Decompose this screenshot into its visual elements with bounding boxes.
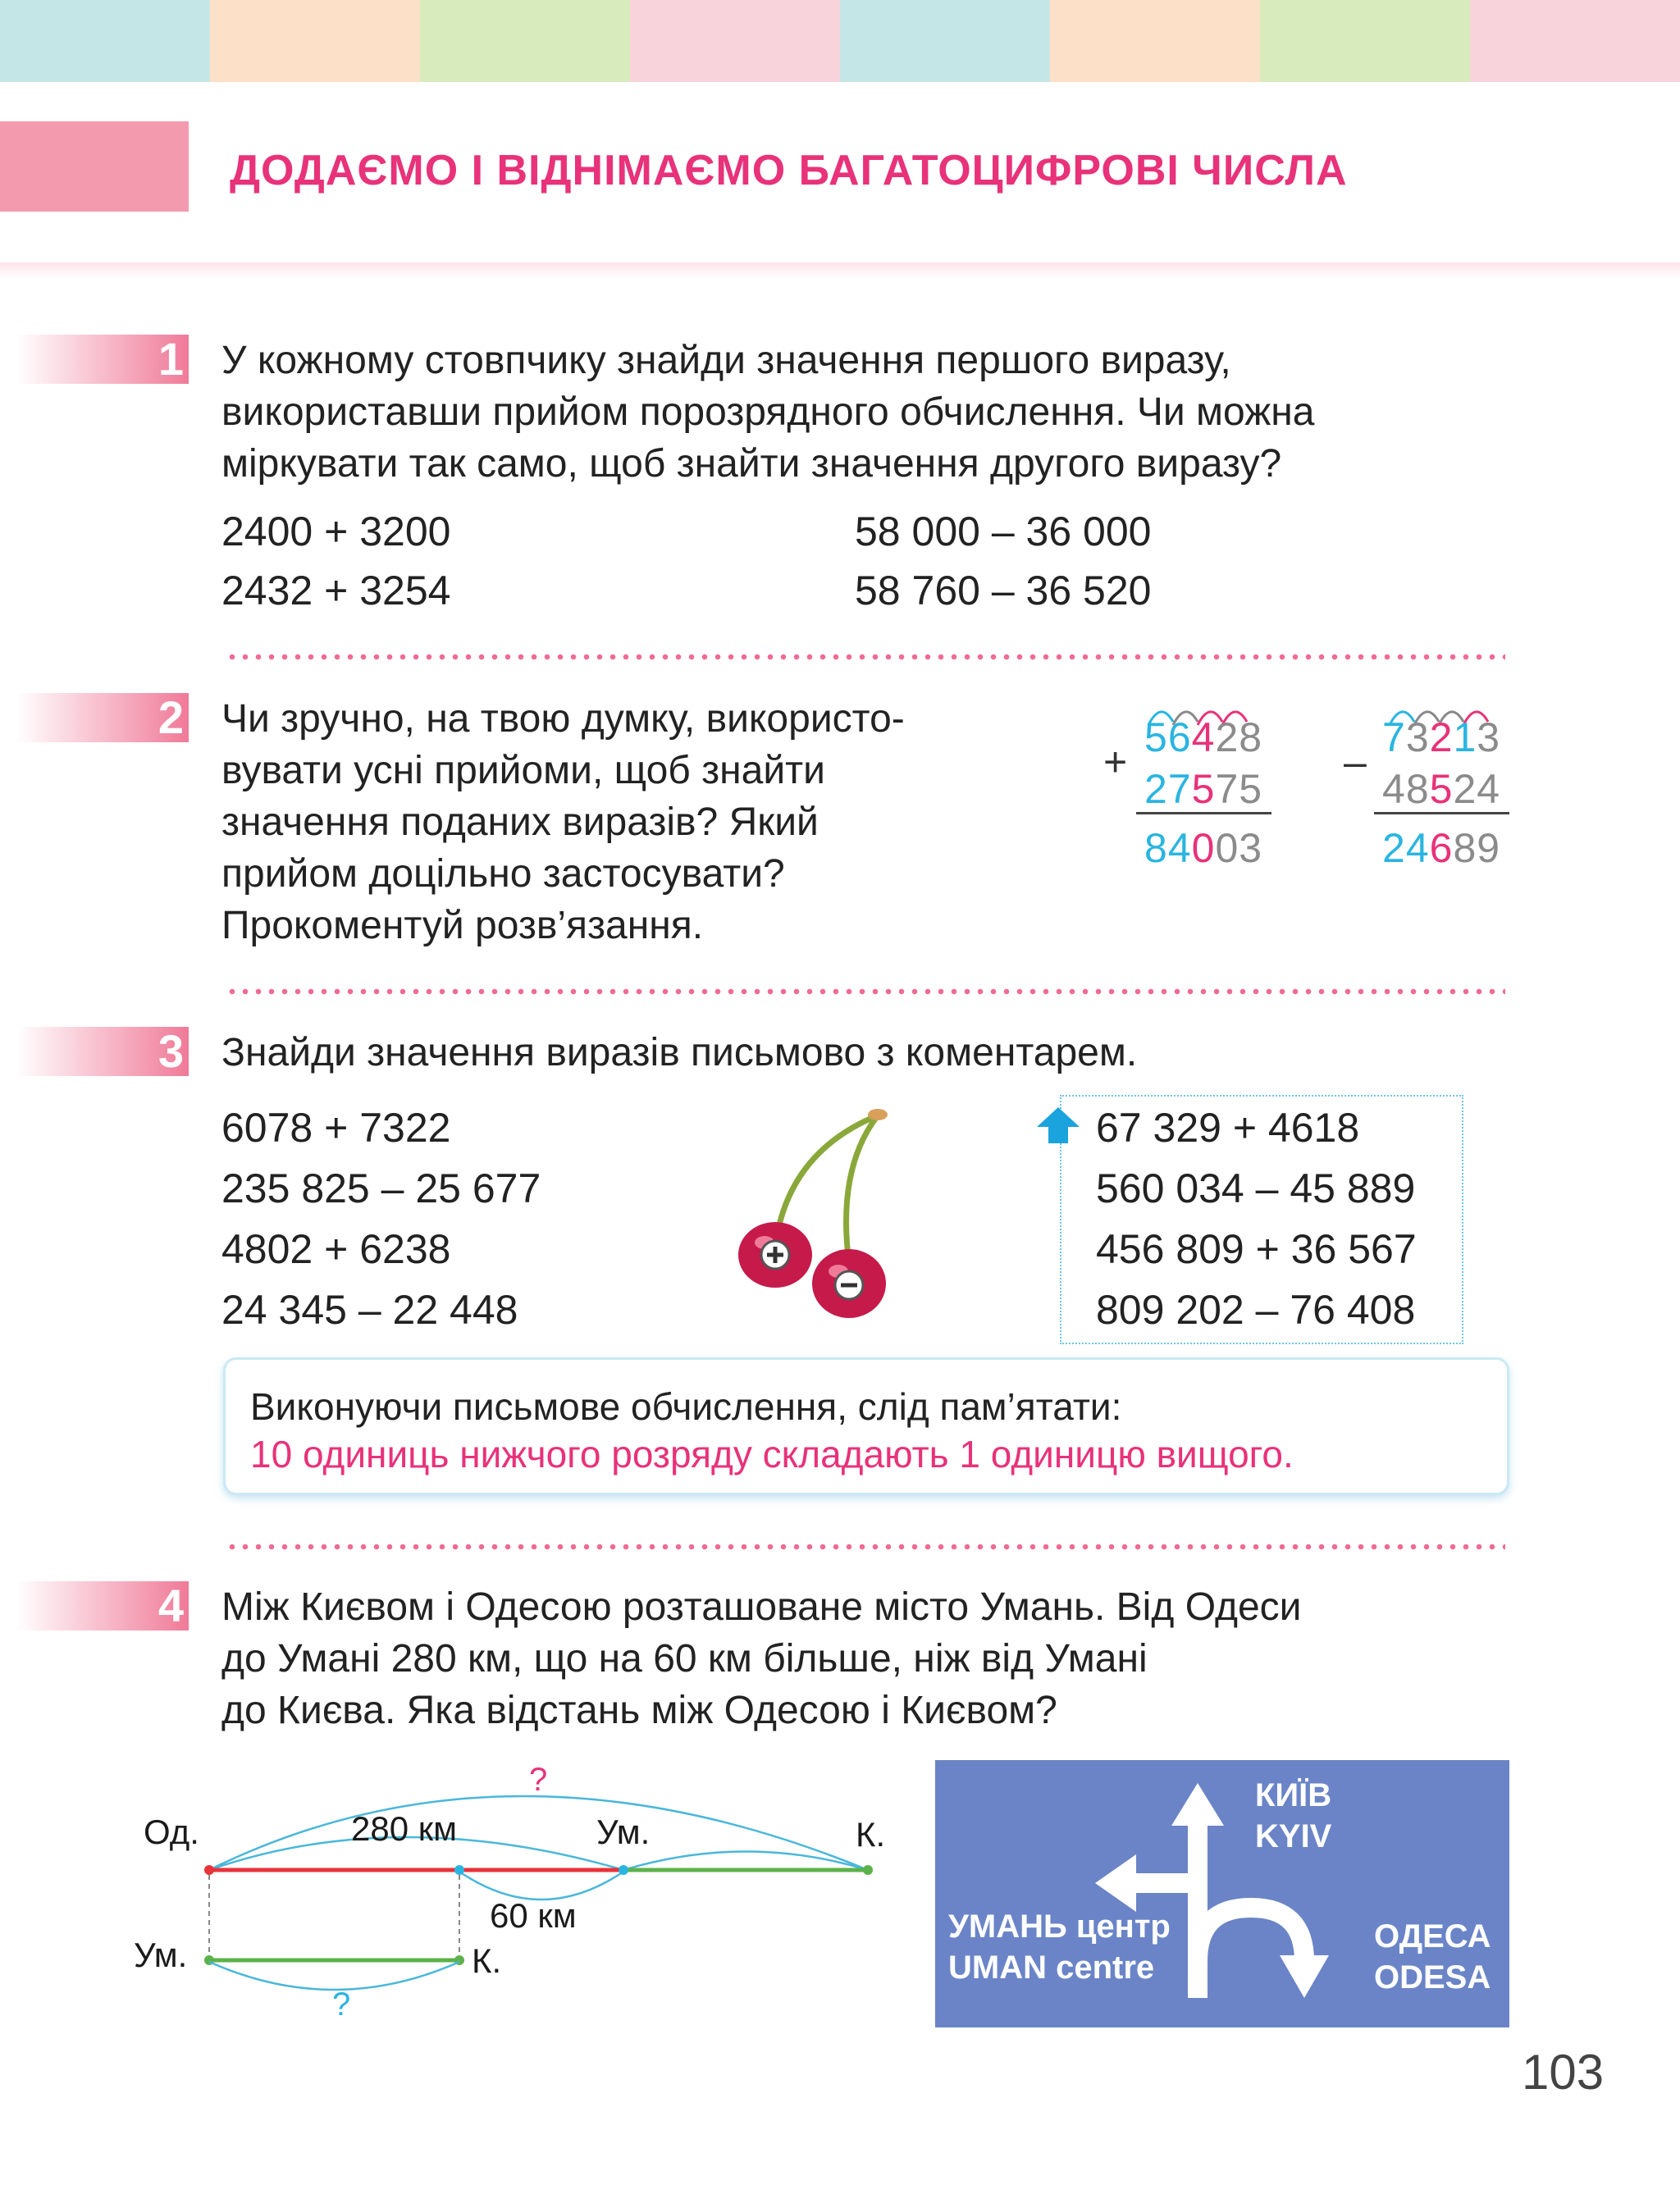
expression: 2432 + 3254 [221,568,451,613]
digit: 2 [1453,766,1477,812]
task-number-tab [16,693,189,742]
digit: 4 [1382,766,1406,812]
task2-line: Прокоментуй розв’язання. [221,904,704,947]
expression: 560 034 – 45 889 [1096,1165,1416,1211]
task4-line: Між Києвом і Одесою розташоване місто Умань. Від Одеси [221,1585,1302,1629]
digit: 3 [1405,714,1430,760]
subtrahend [1382,765,1500,813]
dotted-separator [226,1544,1505,1550]
distance-280: 280 км [351,1809,457,1848]
task-number-tab [16,1581,189,1630]
digit: 8 [1239,714,1263,760]
task3-left-column [221,1097,541,1340]
expression: 67 329 + 4618 [1096,1105,1360,1151]
expression: 24 345 – 22 448 [221,1287,518,1333]
sign-kyiv-en: KYIV [1255,1818,1332,1854]
digit: 9 [1477,825,1501,871]
digit: 6 [1429,825,1454,871]
task4-line: до Києва. Яка відстань між Одесою і Києвом? [221,1689,1057,1732]
digit: 2 [1429,714,1454,760]
digit: 5 [1429,766,1454,812]
task-number: 2 [158,691,184,743]
digit: 4 [1477,766,1501,812]
cherries-illustration [730,1103,894,1325]
sign-kyiv-ua: КИЇВ [1255,1777,1332,1813]
digit: 8 [1405,766,1430,812]
page-number: 103 [1522,2045,1605,2100]
digit: 6 [1167,714,1192,760]
task-number: 3 [158,1025,184,1077]
strip-cell [420,0,630,82]
digit: 2 [1144,766,1168,812]
label-kyiv-bottom: К. [472,1941,502,1980]
digit: 7 [1382,714,1406,760]
minus-sign: – [1344,739,1367,785]
task-number: 1 [158,333,184,385]
expression: 4802 + 6238 [221,1226,451,1272]
header-divider [0,262,1680,279]
digit: 7 [1215,766,1239,812]
task1-line: У кожному стовпчику знайди значення першого виразу, [221,339,1231,382]
expression: 58 760 – 36 520 [855,568,1152,613]
expression: 58 000 – 36 000 [855,509,1152,554]
difference-result [1382,824,1500,872]
digit: 5 [1144,714,1168,760]
task2-line: значення поданих виразів? Який [221,800,819,844]
dotted-separator [226,654,1505,660]
up-arrow-icon [1035,1106,1081,1145]
digit: 4 [1191,714,1216,760]
task-number-tab [16,335,189,384]
strip-cell [0,0,210,82]
rule-line-1: Виконуючи письмове обчислення, слід пам’ятати: [250,1385,1122,1428]
expression: 456 809 + 36 567 [1096,1226,1417,1272]
rule-box [223,1357,1509,1495]
label-odesa-abbr: Од. [144,1813,199,1851]
task1-line: міркувати так само, щоб знайти значення другого виразу? [221,442,1282,486]
digit: 2 [1215,714,1239,760]
digit: 8 [1144,825,1168,871]
plus-sign: + [1103,739,1129,785]
strip-cell [1470,0,1680,82]
label-kyiv-top: К. [856,1815,886,1854]
rule-line-2: 10 одиниць нижчого розряду складають 1 одиницю вищого. [250,1433,1294,1475]
addend-top [1144,714,1262,761]
digit: 2 [1382,825,1406,871]
digit: 0 [1215,825,1239,871]
task1-text [221,335,1315,490]
task3-right-column [1096,1097,1417,1340]
task-number-tab [16,1027,189,1076]
page-title: ДОДАЄМО І ВІДНІМАЄМО БАГАТОЦИФРОВІ ЧИСЛА [230,147,1348,194]
top-color-strip [0,0,1680,82]
task2-line: вувати усні прийоми, щоб знайти [221,749,825,792]
distance-60: 60 км [490,1896,577,1935]
digit: 0 [1191,825,1216,871]
task1-line: використавши прийом порозрядного обчислення. Чи можна [221,390,1315,434]
digit: 4 [1167,825,1192,871]
strip-cell [630,0,840,82]
digit: 8 [1453,825,1477,871]
question-mark-top: ? [529,1762,548,1798]
digit: 1 [1453,714,1477,760]
label-uman-bottom: Ум. [134,1936,188,1974]
expression: 6078 + 7322 [221,1105,451,1151]
strip-cell [840,0,1050,82]
task1-left-column [221,502,450,620]
addend-bottom [1144,765,1262,813]
road-sign [935,1760,1509,2027]
sign-uman-ua: УМАНЬ центр [948,1909,1171,1945]
task1-right-column [855,502,1151,620]
task4-text [221,1581,1301,1736]
digit: 5 [1239,766,1263,812]
expression: 809 202 – 76 408 [1096,1287,1416,1333]
task2-line: Чи зручно, на твою думку, використо- [221,697,905,741]
strip-cell [1260,0,1470,82]
digit: 4 [1405,825,1430,871]
sign-odesa-en: ODESA [1374,1959,1491,1995]
expression: 235 825 – 25 677 [221,1165,541,1211]
task2-text [221,693,905,951]
task4-line: до Умані 280 км, що на 60 км більше, ніж від Умані [221,1637,1148,1681]
digit: 3 [1477,714,1501,760]
question-mark-bottom: ? [332,1986,351,2023]
title-accent-bar [0,121,189,212]
expression: 2400 + 3200 [221,509,451,554]
label-uman-top: Ум. [596,1813,651,1851]
digit: 7 [1167,766,1192,812]
dotted-separator [226,988,1505,995]
task3-instruction: Знайди значення виразів письмово з коментарем. [221,1031,1138,1074]
difference-line [1374,812,1509,814]
sum-result [1144,824,1262,872]
strip-cell [210,0,420,82]
sum-line [1136,812,1271,814]
digit: 3 [1239,825,1263,871]
minuend [1382,714,1500,761]
task2-line: прийом доцільно застосувати? [221,852,785,896]
strip-cell [1050,0,1260,82]
sign-odesa-ua: ОДЕСА [1374,1918,1491,1954]
digit: 5 [1191,766,1216,812]
task-number: 4 [158,1580,184,1631]
sign-uman-en: UMAN centre [948,1950,1155,1986]
distance-diagram [115,1755,902,2034]
